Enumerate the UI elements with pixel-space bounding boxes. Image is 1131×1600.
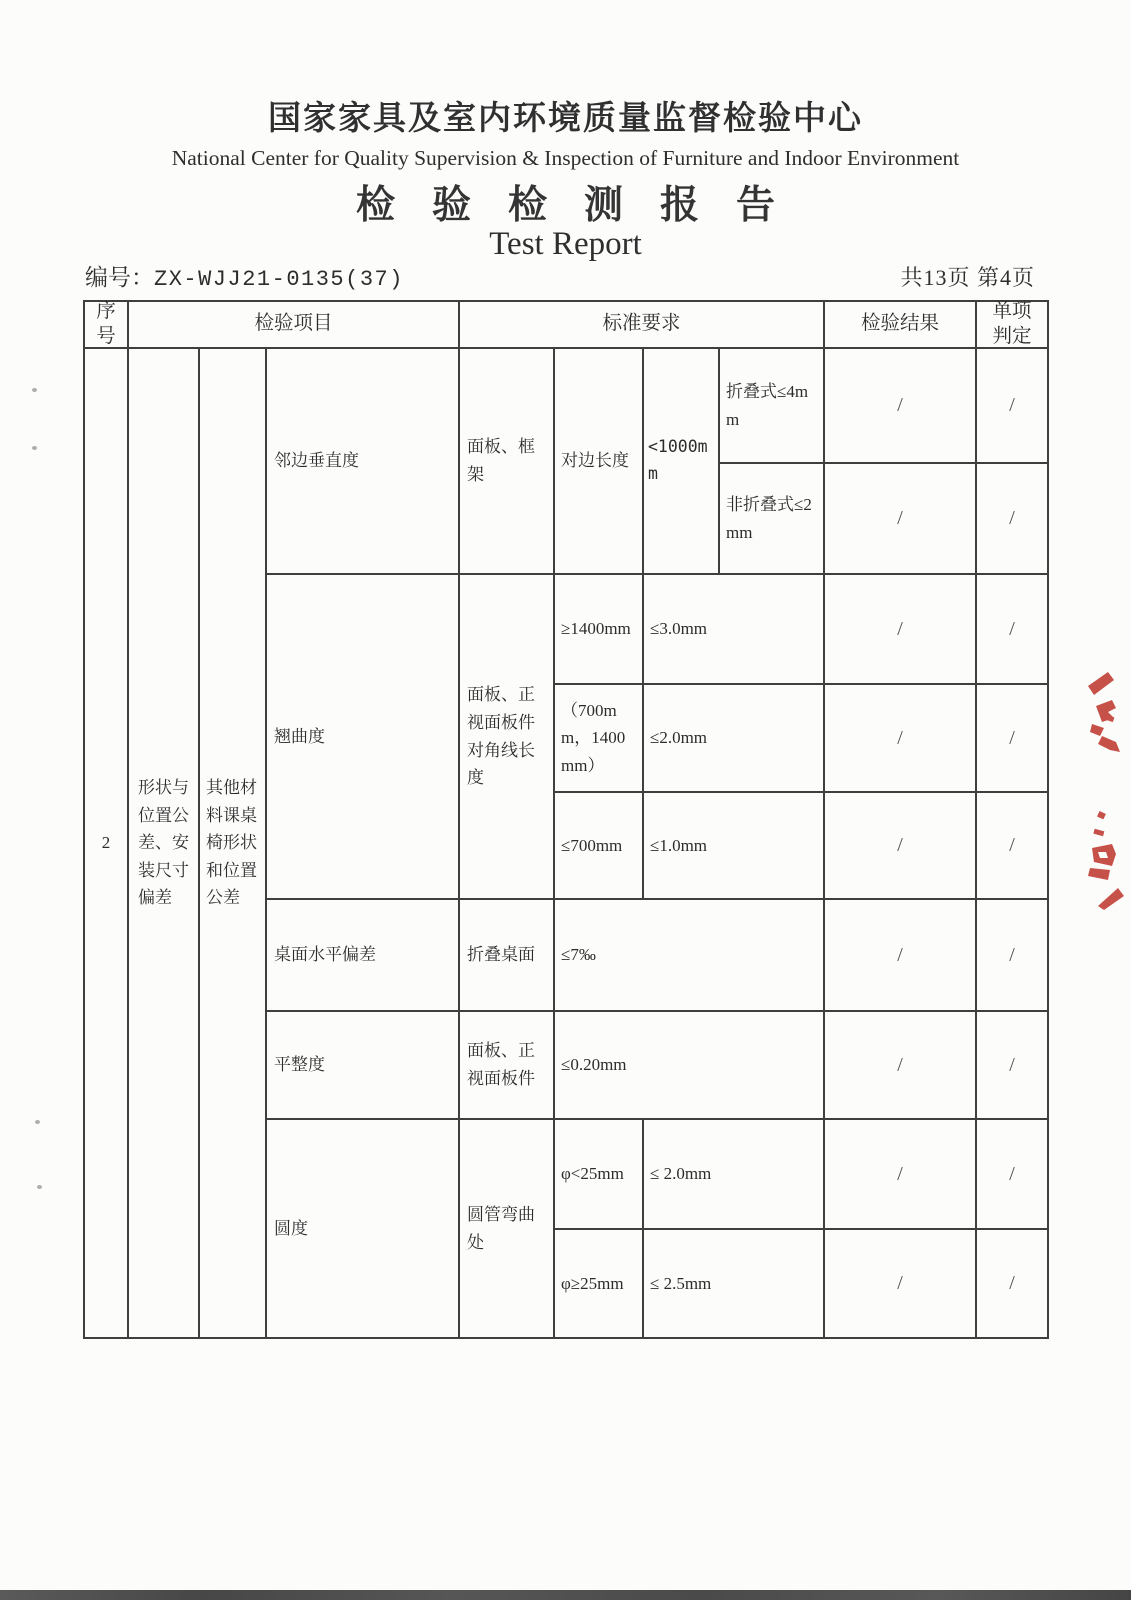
report-number-value: ZX-WJJ21-0135(37): [154, 267, 404, 292]
cell-item5-result-2: /: [825, 1230, 977, 1339]
scan-speck: [32, 446, 37, 450]
org-name-chinese: 国家家具及室内环境质量监督检验中心: [268, 101, 863, 137]
cell-item2-part: 面板、正视面板件对角线长度: [460, 575, 555, 900]
column-header-seq-no: 序号: [85, 302, 129, 349]
cell-item2-name: 翘曲度: [267, 575, 460, 900]
report-number-label: 编号：: [85, 265, 154, 290]
cell-item5-requirement-2: ≤ 2.5mm: [644, 1230, 825, 1339]
cell-item5-part: 圆管弯曲处: [460, 1120, 555, 1339]
scan-speck: [35, 1120, 40, 1124]
cell-item5-name: 圆度: [267, 1120, 460, 1339]
cell-item1-name: 邻边垂直度: [267, 349, 460, 575]
test-items-table: [83, 300, 1049, 1339]
column-header-test-result: 检验结果: [825, 302, 977, 349]
cell-subcategory: 其他材料课桌椅形状和位置公差: [200, 349, 267, 1339]
report-number: [85, 259, 404, 292]
cell-item4-requirement: ≤0.20mm: [555, 1012, 825, 1120]
cell-item1-result-folding: /: [825, 349, 977, 464]
cell-item3-part: 折叠桌面: [460, 900, 555, 1012]
report-title-english: Test Report: [489, 226, 642, 262]
cell-item1-result-nonfolding: /: [825, 464, 977, 575]
cell-item5-condition-2: φ≥25mm: [555, 1230, 644, 1339]
cell-item2-result-3: /: [825, 793, 977, 900]
cell-item4-name: 平整度: [267, 1012, 460, 1120]
cell-item1-size: <1000mm: [644, 349, 720, 575]
cell-item2-requirement-1: ≤3.0mm: [644, 575, 825, 685]
cell-item1-requirement-folding: 折叠式≤4mm: [720, 349, 825, 464]
cell-item2-result-1: /: [825, 575, 977, 685]
column-header-item-verdict: 单项判定: [977, 302, 1049, 349]
column-header-standard-requirement: 标准要求: [460, 302, 825, 349]
cell-item2-condition-1: ≥1400mm: [555, 575, 644, 685]
cell-item1-requirement-nonfolding: 非折叠式≤2mm: [720, 464, 825, 575]
red-stamp-fragment-bottom: [1082, 810, 1128, 910]
cell-item3-requirement: ≤7‰: [555, 900, 825, 1012]
cell-item2-requirement-2: ≤2.0mm: [644, 685, 825, 793]
org-name-english: National Center for Quality Supervision & Inspection of Furniture and Indoor Environment: [171, 146, 960, 170]
cell-item3-name: 桌面水平偏差: [267, 900, 460, 1012]
cell-item1-part: 面板、框架: [460, 349, 555, 575]
cell-item4-part: 面板、正视面板件: [460, 1012, 555, 1120]
column-header-test-item: 检验项目: [129, 302, 460, 349]
cell-item2-condition-2: （700mm，1400mm）: [555, 685, 644, 793]
pagination: 共13页 第4页: [900, 265, 1035, 290]
cell-item2-result-2: /: [825, 685, 977, 793]
cell-item2-verdict-1: /: [977, 575, 1049, 685]
cell-item1-verdict-folding: /: [977, 349, 1049, 464]
cell-category: 形状与位置公差、安装尺寸偏差: [129, 349, 200, 1339]
scan-speck: [32, 388, 37, 392]
cell-item5-requirement-1: ≤ 2.0mm: [644, 1120, 825, 1230]
cell-item2-requirement-3: ≤1.0mm: [644, 793, 825, 900]
cell-item3-verdict: /: [977, 900, 1049, 1012]
cell-item2-condition-3: ≤700mm: [555, 793, 644, 900]
scan-speck: [37, 1185, 42, 1189]
cell-item5-result-1: /: [825, 1120, 977, 1230]
report-title-chinese: 检验检测报告: [355, 184, 812, 227]
cell-item4-verdict: /: [977, 1012, 1049, 1120]
cell-item5-verdict-1: /: [977, 1120, 1049, 1230]
scan-edge-bar: [0, 1590, 1131, 1600]
cell-item2-verdict-2: /: [977, 685, 1049, 793]
report-meta-row: [85, 260, 1035, 292]
cell-item2-verdict-3: /: [977, 793, 1049, 900]
cell-item1-condition: 对边长度: [555, 349, 644, 575]
cell-item4-result: /: [825, 1012, 977, 1120]
cell-item5-verdict-2: /: [977, 1230, 1049, 1339]
cell-item5-condition-1: φ<25mm: [555, 1120, 644, 1230]
cell-item3-result: /: [825, 900, 977, 1012]
cell-item1-verdict-nonfolding: /: [977, 464, 1049, 575]
red-stamp-fragment-top: [1082, 672, 1124, 764]
cell-seq-no: 2: [85, 349, 129, 1339]
